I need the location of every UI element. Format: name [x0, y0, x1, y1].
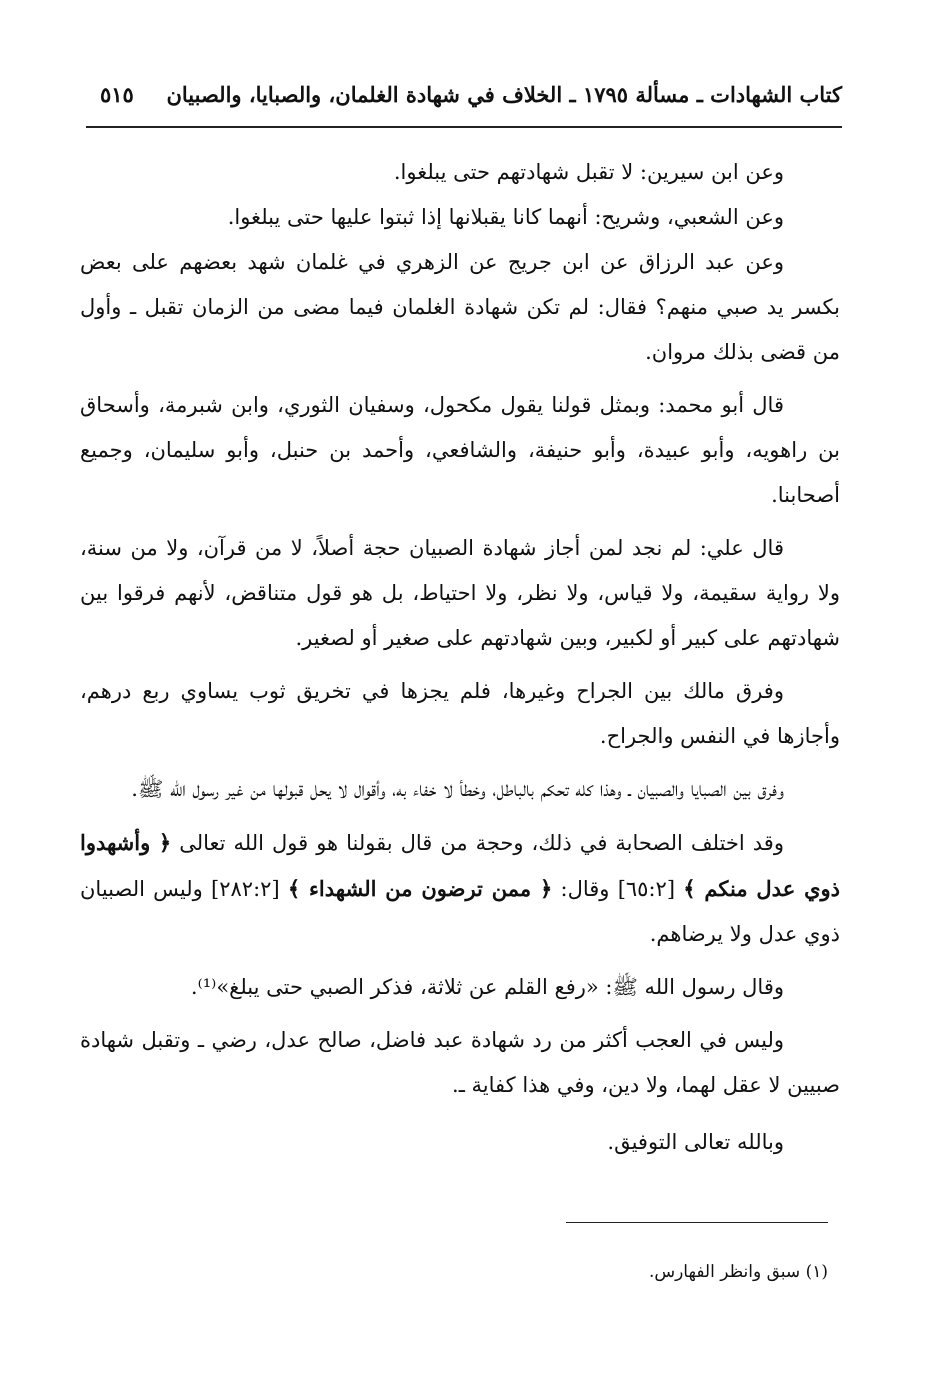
- verse-connector: وقال:: [560, 877, 610, 901]
- paragraph: وفرق مالك بين الجراح وغيرها، فلم يجزها في تخريق ثوب يساوي ربع درهم، وأجازها في النفس والجراح.: [80, 679, 840, 748]
- verse-reference: [٦٥:٢]: [617, 877, 676, 901]
- main-text: [80, 150, 840, 1173]
- paragraph: وفرق بين الصبايا والصبيان ـ وهذا كله تحكم بالباطل، وخطأ لا خفاء به، وأقوال لا يحل قبولها من غير رسول الله ﷺ.: [131, 777, 784, 801]
- verse-intro: وقد اختلف الصحابة في ذلك، وحجة من قال بقولنا هو قول الله تعالى: [179, 831, 784, 855]
- paragraph: قال أبو محمد: وبمثل قولنا يقول مكحول، وسفيان الثوري، وابن شبرمة، وأسحاق بن راهويه، وأبو عبيدة، وأبو حنيفة، والشافعي، وأحمد بن حنبل، وأبو سليمان، وجميع أصحابنا.: [80, 393, 840, 507]
- paragraph: وليس في العجب أكثر من رد شهادة عبد فاضل، صالح عدل، رضي ـ وتقبل شهادة صبيين لا عقل لهما، ولا دين، وفي هذا كفاية ـ.: [80, 1028, 840, 1097]
- paragraph: وعن الشعبي، وشريح: أنهما كانا يقبلانها إذا ثبتوا عليها حتى يبلغوا.: [227, 205, 784, 229]
- quran-verse: ﴿ ممن ترضون من الشهداء ﴾: [287, 876, 553, 901]
- paragraph: قال علي: لم نجد لمن أجاز شهادة الصبيان حجة أصلاً، لا من قرآن، ولا من سنة، ولا رواية سقيمة، ولا قياس، ولا نظر، ولا احتياط، بل هو قول متناقض، لأنهم فرقوا بين شهادتهم على كبير أو لكبير، وبين شهادتهم على صغير أو لصغير.: [80, 536, 840, 650]
- page-number: ٥١٥: [100, 82, 134, 107]
- running-title: كتاب الشهادات ـ مسألة ١٧٩٥ ـ الخلاف في شهادة الغلمان، والصبايا، والصبيان: [166, 82, 842, 107]
- verse-tail: وليس الصبيان ذوي عدل ولا يرضاهم.: [80, 877, 840, 946]
- paragraph: وعن عبد الرزاق عن ابن جريج عن الزهري في غلمان شهد بعضهم على بعض بكسر يد صبي منهم؟ فقال: لم تكن شهادة الغلمان فيما مضى من الزمان تقبل ـ وأول من قضى بذلك مروان.: [80, 250, 840, 364]
- page-header: [86, 80, 842, 126]
- footnote-divider: [566, 1222, 828, 1223]
- paragraph-with-verses: [80, 820, 840, 957]
- paragraph: وعن ابن سيرين: لا تقبل شهادتهم حتى يبلغوا.: [393, 160, 784, 184]
- header-divider: [86, 126, 842, 128]
- closing-line: وبالله تعالى التوفيق.: [607, 1130, 784, 1154]
- quran-verse: ﴿ وأشهدوا ذوي عدل منكم ﴾: [80, 830, 841, 901]
- hadith-paragraph: وقال رسول الله ﷺ: «رفع القلم عن ثلاثة، فذكر الصبي حتى يبلغ»⁽¹⁾.: [190, 975, 784, 999]
- footnote: (١) سبق وانظر الفهارس.: [648, 1262, 828, 1282]
- verse-reference: [٢٨٢:٢]: [211, 877, 280, 901]
